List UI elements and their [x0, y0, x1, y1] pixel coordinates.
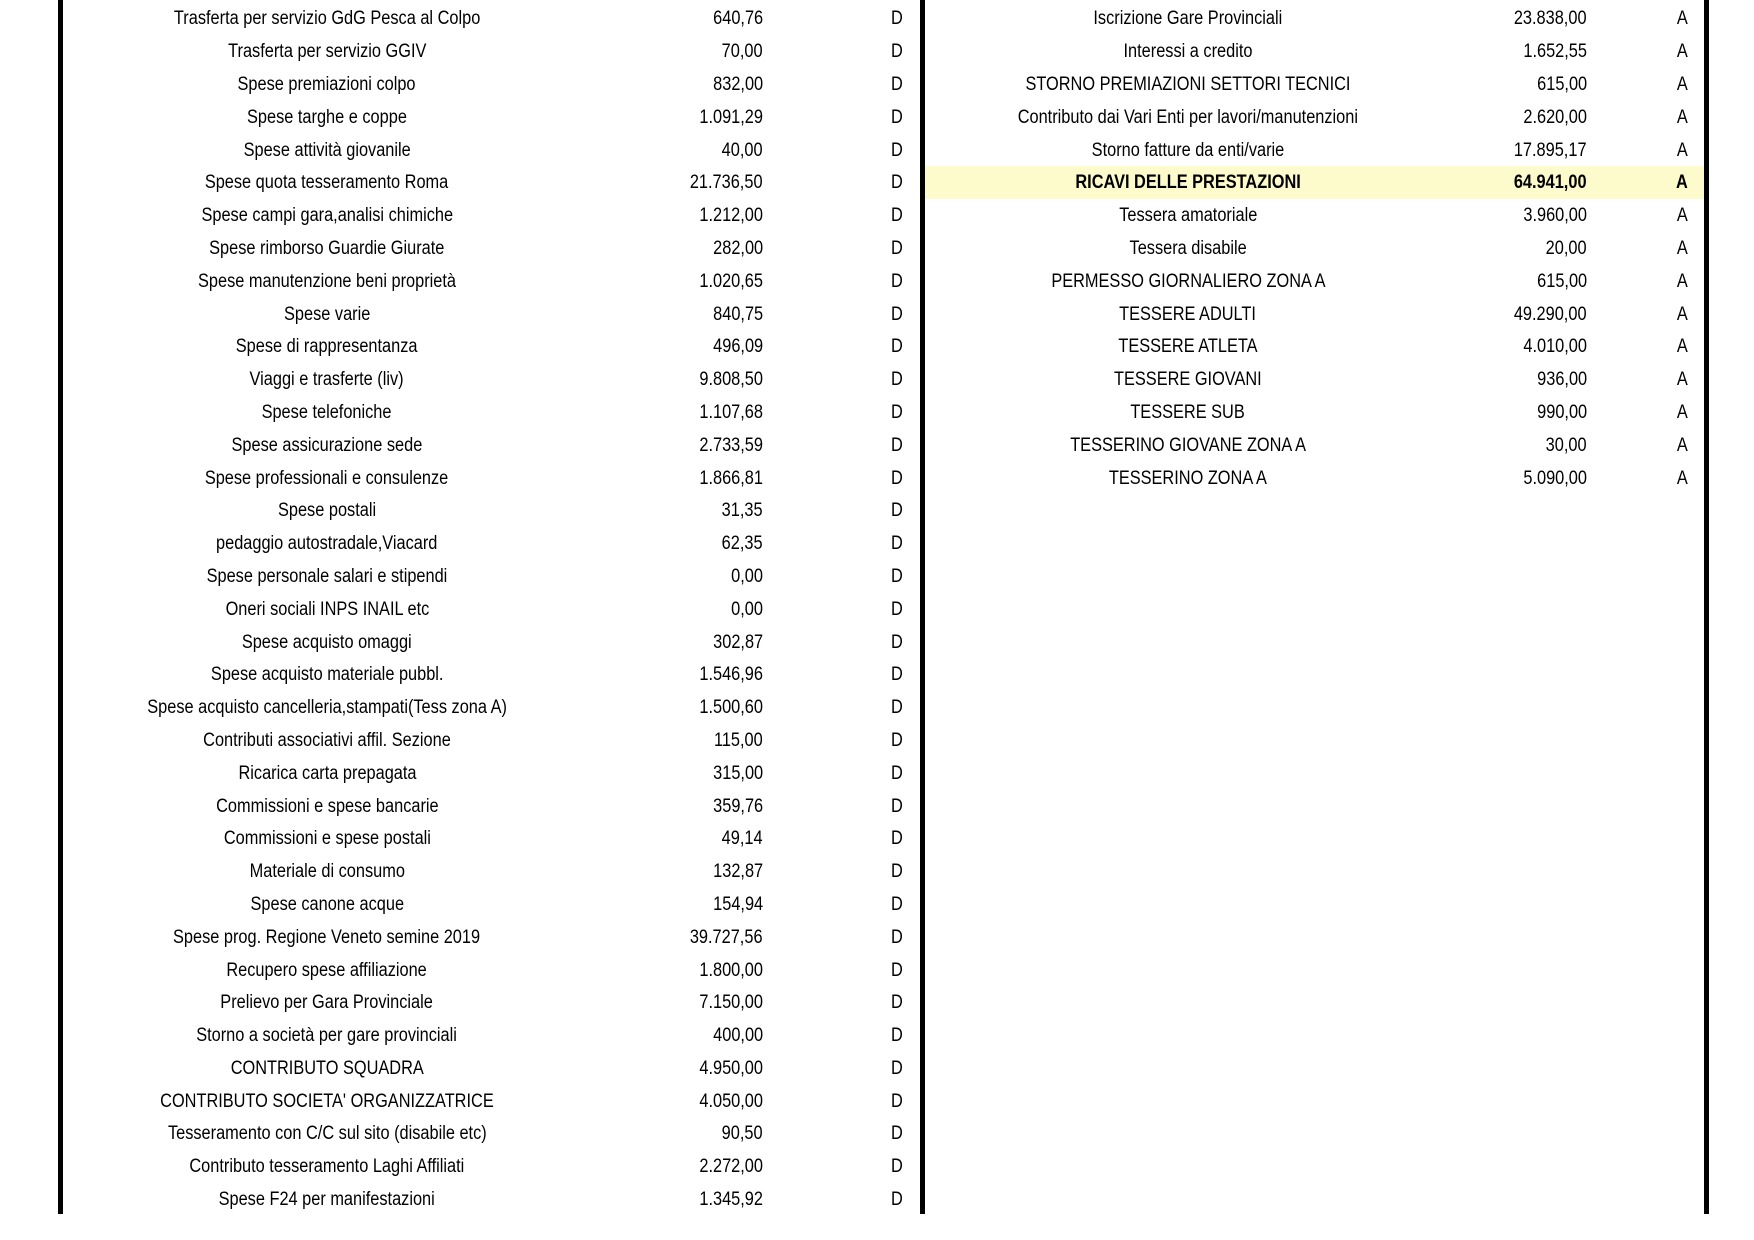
table-row	[63, 298, 920, 331]
table-row	[63, 921, 920, 954]
entry-amount: 7.150,00	[699, 992, 763, 1014]
entry-marker: D	[891, 729, 903, 751]
entry-marker: D	[891, 1156, 903, 1178]
entry-marker: D	[891, 139, 903, 161]
entry-label: Recupero spese affiliazione	[226, 959, 428, 981]
table-row	[63, 593, 920, 626]
entry-label: Spese quota tesseramento Roma	[205, 172, 449, 194]
entry-amount: 1.212,00	[699, 205, 763, 227]
entry-amount: 62,35	[722, 533, 763, 555]
entry-label: TESSERE SUB	[1130, 401, 1246, 423]
table-row	[63, 429, 920, 462]
table-row	[63, 330, 920, 363]
expenses-panel	[63, 3, 920, 1216]
table-row	[63, 626, 920, 659]
entry-label: Spese assicurazione sede	[231, 434, 423, 456]
entry-marker: D	[891, 533, 903, 555]
entry-amount: 840,75	[713, 303, 763, 325]
entry-amount: 359,76	[713, 795, 763, 817]
table-row	[925, 199, 1704, 232]
table-row	[63, 1085, 920, 1118]
entry-label: TESSERE ADULTI	[1119, 303, 1257, 325]
entry-marker: D	[891, 73, 903, 95]
entry-marker: A	[1676, 73, 1688, 95]
revenues-panel	[925, 3, 1704, 495]
entry-amount: 1.500,60	[699, 697, 763, 719]
entry-label: Spese acquisto materiale pubbl.	[210, 664, 444, 686]
entry-marker: D	[891, 1123, 903, 1145]
entry-amount: 1.020,65	[699, 270, 763, 292]
entry-marker: D	[891, 401, 903, 423]
entry-amount: 990,00	[1537, 401, 1587, 423]
table-row	[63, 363, 920, 396]
entry-amount: 4.010,00	[1523, 336, 1587, 358]
table-row-highlighted	[925, 166, 1704, 199]
entry-label: Spese acquisto cancelleria,stampati(Tess zona A)	[147, 697, 507, 719]
entry-label: Prelievo per Gara Provinciale	[220, 992, 434, 1014]
entry-amount: 154,94	[713, 893, 763, 915]
table-row	[63, 855, 920, 888]
entry-amount: 31,35	[722, 500, 763, 522]
entry-amount: 1.652,55	[1523, 41, 1587, 63]
entry-marker: D	[891, 926, 903, 948]
entry-amount: 1.091,29	[699, 106, 763, 128]
entry-amount: 1.107,68	[699, 401, 763, 423]
entry-marker: A	[1676, 434, 1688, 456]
table-row	[63, 199, 920, 232]
entry-label: PERMESSO GIORNALIERO ZONA A	[1050, 270, 1326, 292]
entry-label: Spese rimborso Guardie Giurate	[209, 237, 445, 259]
entry-label: Spese targhe e coppe	[247, 106, 407, 128]
entry-amount: 20,00	[1546, 237, 1587, 259]
entry-label: STORNO PREMIAZIONI SETTORI TECNICI	[1025, 73, 1351, 95]
entry-amount: 4.950,00	[699, 1057, 763, 1079]
entry-marker: A	[1676, 303, 1688, 325]
entry-marker: D	[891, 1090, 903, 1112]
entry-label: Spese varie	[283, 303, 371, 325]
entry-label: Iscrizione Gare Provinciali	[1093, 8, 1283, 30]
entry-amount: 302,87	[713, 631, 763, 653]
table-row	[925, 68, 1704, 101]
entry-amount: 315,00	[713, 762, 763, 784]
table-row	[63, 396, 920, 429]
entry-marker: D	[891, 369, 903, 391]
entry-amount: 640,76	[713, 8, 763, 30]
entry-marker: D	[891, 893, 903, 915]
entry-label: pedaggio autostradale,Viacard	[216, 533, 438, 555]
entry-label: Storno a società per gare provinciali	[196, 1025, 458, 1047]
entry-label: CONTRIBUTO SQUADRA	[230, 1057, 424, 1079]
entry-label: TESSERINO ZONA A	[1109, 467, 1267, 489]
entry-amount: 615,00	[1537, 270, 1587, 292]
entry-label: Tessera disabile	[1129, 237, 1247, 259]
entry-marker: A	[1676, 41, 1688, 63]
entry-amount: 3.960,00	[1523, 205, 1587, 227]
entry-marker: A	[1676, 467, 1688, 489]
entry-label: TESSERE GIOVANI	[1114, 369, 1262, 391]
entry-amount: 1.800,00	[699, 959, 763, 981]
entry-amount: 0,00	[731, 565, 763, 587]
table-row	[925, 462, 1704, 495]
entry-marker: A	[1676, 8, 1688, 30]
entry-amount: 282,00	[713, 237, 763, 259]
entry-label: TESSERINO GIOVANE ZONA A	[1070, 434, 1306, 456]
table-row	[63, 494, 920, 527]
entry-amount: 1.345,92	[699, 1189, 763, 1211]
table-row	[925, 363, 1704, 396]
entry-amount: 496,09	[713, 336, 763, 358]
table-row	[925, 3, 1704, 36]
entry-marker: D	[891, 664, 903, 686]
entry-amount: 5.090,00	[1523, 467, 1587, 489]
table-row	[63, 1150, 920, 1183]
entry-marker: D	[891, 467, 903, 489]
entry-label: Tesseramento con C/C sul sito (disabile etc)	[167, 1123, 487, 1145]
entry-marker: D	[891, 205, 903, 227]
entry-marker: D	[891, 434, 903, 456]
entry-amount: 21.736,50	[690, 172, 763, 194]
entry-marker: A	[1676, 401, 1688, 423]
entry-marker: D	[891, 270, 903, 292]
entry-label: Trasferta per servizio GGIV	[227, 41, 427, 63]
entry-label: Commissioni e spese bancarie	[215, 795, 439, 817]
table-row	[925, 232, 1704, 265]
table-row	[63, 954, 920, 987]
entry-amount: 832,00	[713, 73, 763, 95]
table-row	[63, 166, 920, 199]
entry-label: Spese di rappresentanza	[236, 336, 418, 358]
entry-label: Spese personale salari e stipendi	[206, 565, 448, 587]
table-row	[63, 1118, 920, 1151]
entry-label: Spese campi gara,analisi chimiche	[201, 205, 453, 227]
entry-marker: D	[891, 959, 903, 981]
entry-label: Contributo dai Vari Enti per lavori/manutenzioni	[1017, 106, 1359, 128]
entry-marker: A	[1676, 270, 1688, 292]
table-row	[63, 134, 920, 167]
entry-amount: 400,00	[713, 1025, 763, 1047]
entry-marker: A	[1676, 369, 1688, 391]
entry-label: Spese prog. Regione Veneto semine 2019	[173, 926, 481, 948]
entry-marker: D	[891, 861, 903, 883]
entry-marker: A	[1676, 205, 1688, 227]
entry-label: Materiale di consumo	[249, 861, 405, 883]
table-row	[63, 822, 920, 855]
table-row	[63, 3, 920, 36]
entry-amount: 9.808,50	[699, 369, 763, 391]
table-row	[63, 724, 920, 757]
entry-label: RICAVI DELLE PRESTAZIONI	[1075, 172, 1301, 194]
entry-marker: D	[891, 41, 903, 63]
entry-label: Spese professionali e consulenze	[205, 467, 449, 489]
entry-label: CONTRIBUTO SOCIETA' ORGANIZZATRICE	[160, 1090, 494, 1112]
entry-marker: A	[1676, 336, 1688, 358]
table-row	[63, 527, 920, 560]
table-row	[63, 757, 920, 790]
table-row	[63, 68, 920, 101]
entry-label: Interessi a credito	[1123, 41, 1253, 63]
entry-marker: D	[891, 336, 903, 358]
entry-label: TESSERE ATLETA	[1118, 336, 1258, 358]
entry-marker: A	[1676, 237, 1688, 259]
entry-marker: A	[1676, 106, 1688, 128]
entry-amount: 90,50	[722, 1123, 763, 1145]
entry-amount: 115,00	[714, 729, 763, 751]
entry-amount: 40,00	[722, 139, 763, 161]
entry-marker: D	[891, 8, 903, 30]
entry-label: Spese F24 per manifestazioni	[218, 1189, 436, 1211]
entry-amount: 2.272,00	[699, 1156, 763, 1178]
entry-amount: 1.546,96	[699, 664, 763, 686]
table-row	[925, 429, 1704, 462]
table-row	[63, 691, 920, 724]
table-row	[63, 560, 920, 593]
entry-marker: D	[891, 1025, 903, 1047]
entry-marker: D	[891, 795, 903, 817]
entry-amount: 2.733,59	[699, 434, 763, 456]
entry-marker: D	[891, 598, 903, 620]
entry-amount: 49,14	[722, 828, 763, 850]
entry-amount: 132,87	[713, 861, 763, 883]
entry-marker: A	[1676, 172, 1688, 194]
entry-marker: D	[891, 828, 903, 850]
entry-label: Oneri sociali INPS INAIL etc	[225, 598, 429, 620]
entry-label: Storno fatture da enti/varie	[1091, 139, 1285, 161]
entry-amount: 4.050,00	[699, 1090, 763, 1112]
table-row	[63, 265, 920, 298]
table-row	[925, 298, 1704, 331]
entry-label: Spese attività giovanile	[243, 139, 411, 161]
entry-marker: D	[891, 697, 903, 719]
entry-marker: D	[891, 565, 903, 587]
entry-marker: D	[891, 762, 903, 784]
table-row	[63, 1052, 920, 1085]
entry-amount: 1.866,81	[699, 467, 763, 489]
table-row	[925, 396, 1704, 429]
table-row	[63, 462, 920, 495]
entry-marker: D	[891, 992, 903, 1014]
entry-label: Ricarica carta prepagata	[237, 762, 417, 784]
table-row	[63, 790, 920, 823]
table-row	[63, 658, 920, 691]
entry-marker: D	[891, 500, 903, 522]
entry-amount: 17.895,17	[1514, 139, 1587, 161]
entry-marker: D	[891, 631, 903, 653]
entry-label: Spese premiazioni colpo	[237, 73, 417, 95]
entry-amount: 39.727,56	[690, 926, 763, 948]
entry-marker: D	[891, 1189, 903, 1211]
table-row	[63, 35, 920, 68]
entry-amount: 2.620,00	[1523, 106, 1587, 128]
entry-label: Commissioni e spese postali	[223, 828, 431, 850]
entry-label: Spese canone acque	[250, 893, 404, 915]
entry-amount: 23.838,00	[1514, 8, 1587, 30]
table-row	[63, 1019, 920, 1052]
entry-label: Trasferta per servizio GdG Pesca al Colpo	[173, 8, 481, 30]
entry-label: Spese postali	[277, 500, 377, 522]
entry-label: Contributo tesseramento Laghi Affiliati	[189, 1156, 465, 1178]
entry-marker: D	[891, 303, 903, 325]
table-row	[925, 35, 1704, 68]
entry-marker: D	[891, 1057, 903, 1079]
entry-amount: 615,00	[1537, 73, 1587, 95]
table-row	[925, 134, 1704, 167]
table-row	[63, 986, 920, 1019]
entry-label: Tessera amatoriale	[1118, 205, 1258, 227]
entry-amount: 936,00	[1537, 369, 1587, 391]
entry-amount: 70,00	[722, 41, 763, 63]
entry-amount: 49.290,00	[1514, 303, 1587, 325]
entry-marker: A	[1676, 139, 1688, 161]
entry-marker: D	[891, 106, 903, 128]
entry-amount: 0,00	[731, 598, 763, 620]
entry-amount: 30,00	[1546, 434, 1587, 456]
entry-label: Spese manutenzione beni proprietà	[197, 270, 456, 292]
table-row	[925, 265, 1704, 298]
table-row	[925, 101, 1704, 134]
table-row	[63, 101, 920, 134]
entry-marker: D	[891, 172, 903, 194]
entry-label: Contributi associativi affil. Sezione	[203, 729, 451, 751]
table-row	[63, 1183, 920, 1216]
entry-label: Spese acquisto omaggi	[242, 631, 412, 653]
entry-marker: D	[891, 237, 903, 259]
entry-label: Viaggi e trasferte (liv)	[249, 369, 405, 391]
entry-amount: 64.941,00	[1514, 172, 1587, 194]
table-row	[63, 888, 920, 921]
table-row	[63, 232, 920, 265]
entry-label: Spese telefoniche	[262, 401, 392, 423]
table-row	[925, 330, 1704, 363]
